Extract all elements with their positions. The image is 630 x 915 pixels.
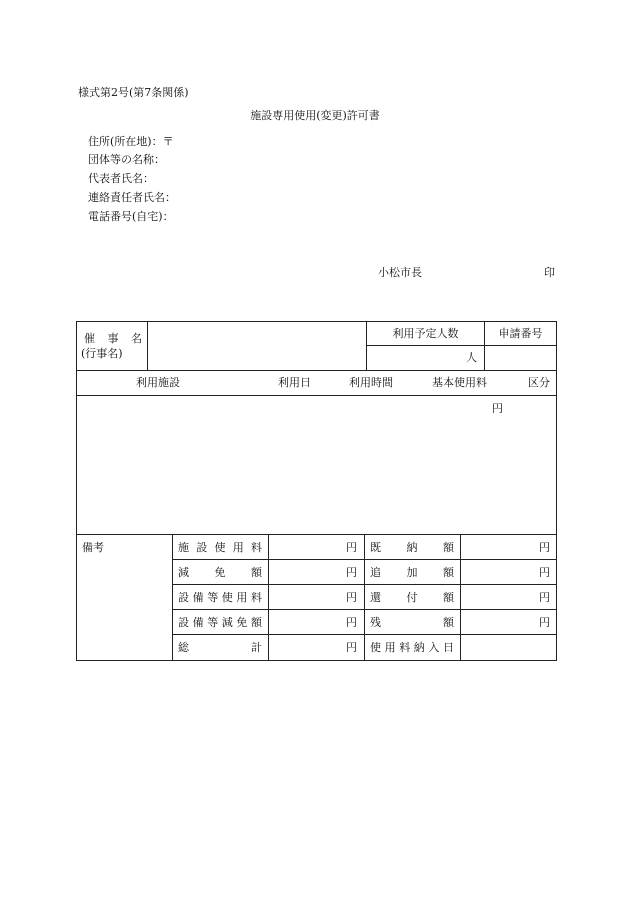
application-no-field[interactable] (485, 346, 556, 370)
yen-unit: 円 (346, 641, 357, 654)
balance-label: 残 額 (370, 616, 454, 629)
seal-mark: 印 (544, 266, 555, 279)
yen-unit: 円 (346, 616, 357, 629)
contact-person-label: 連絡責任者氏名： (88, 191, 176, 204)
col-facility: 利用施設 (136, 376, 180, 389)
application-no-label: 申請番号 (498, 327, 543, 340)
yen-unit: 円 (539, 566, 550, 579)
representative-label: 代表者氏名： (88, 172, 154, 185)
payment-date-label: 使 用 料 納 入 日 (370, 641, 454, 654)
col-time: 利用時間 (349, 376, 393, 389)
event-name-sublabel: (行事名) (81, 347, 123, 360)
paid-amount-label: 既 納 額 (370, 541, 454, 554)
yen-unit: 円 (346, 591, 357, 604)
planned-users-label: 利用予定人数 (392, 327, 459, 340)
address-label: 住所(所在地)：〒 (88, 135, 174, 148)
additional-amount-label: 追 加 額 (370, 566, 454, 579)
mayor-label: 小松市長 (378, 266, 422, 279)
organization-label: 団体等の名称： (88, 153, 165, 166)
people-unit: 人 (466, 351, 477, 364)
refund-amount-label: 還 付 額 (370, 591, 454, 604)
form-number: 様式第2号(第7条関係) (78, 86, 189, 99)
yen-unit: 円 (539, 616, 550, 629)
yen-unit: 円 (346, 541, 357, 554)
total-label: 総 計 (178, 641, 262, 654)
document-title: 施設専用使用(変更)許可書 (250, 109, 380, 122)
col-date: 利用日 (278, 376, 311, 389)
yen-unit: 円 (346, 566, 357, 579)
col-base-fee: 基本使用料 (432, 376, 487, 389)
yen-unit: 円 (539, 541, 550, 554)
equipment-reduction-label: 設 備 等 減 免 額 (178, 616, 262, 629)
base-fee-yen-unit: 円 (492, 402, 503, 415)
equipment-fee-label: 設 備 等 使 用 料 (178, 591, 262, 604)
reduction-label: 減 免 額 (178, 566, 262, 579)
col-category: 区分 (528, 376, 550, 389)
yen-unit: 円 (539, 591, 550, 604)
facility-fee-label: 施 設 使 用 料 (178, 541, 262, 554)
phone-label: 電話番号(自宅)： (88, 210, 174, 223)
event-name-label: 催 事 名 (84, 332, 142, 345)
remarks-label: 備考 (82, 541, 104, 554)
event-name-field[interactable] (148, 322, 365, 370)
